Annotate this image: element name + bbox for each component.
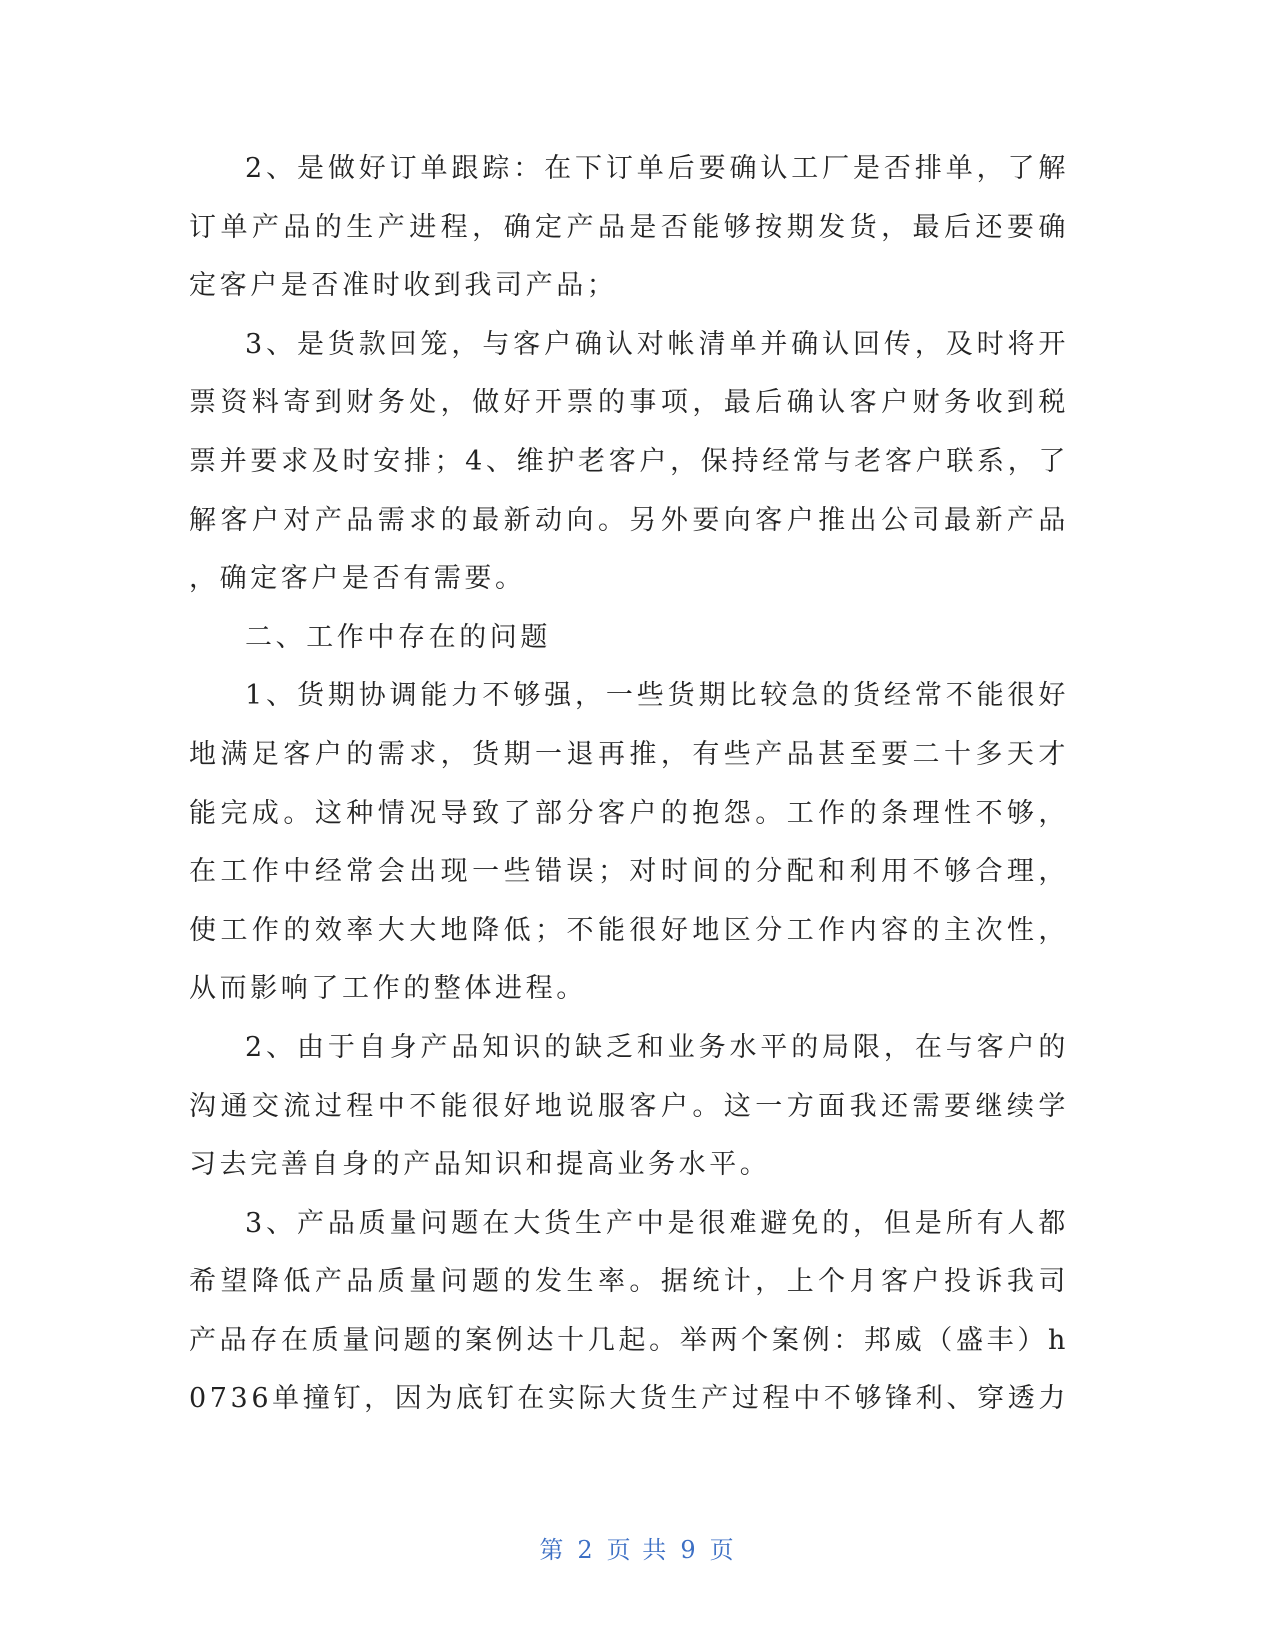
- text-line: 定客户是否准时收到我司产品；: [189, 270, 618, 302]
- section-heading: 二、工作中存在的问题: [245, 621, 551, 653]
- page-current-number: 2: [577, 1536, 595, 1564]
- page-label-prefix: 第: [539, 1536, 566, 1564]
- text-line: 产品存在质量问题的案例达十几起。举两个案例：邦威（盛丰）h: [189, 1324, 1069, 1356]
- text-line: 习去完善自身的产品知识和提高业务水平。: [189, 1149, 771, 1181]
- text-line: 3、是货款回笼，与客户确认对帐清单并确认回传，及时将开: [245, 328, 1069, 360]
- text-line: 3、产品质量问题在大货生产中是很难避免的，但是所有人都: [245, 1207, 1069, 1239]
- text-line: 票资料寄到财务处，做好开票的事项，最后确认客户财务收到税: [189, 387, 1069, 419]
- page-label-suffix: 页: [709, 1536, 736, 1564]
- text-line: ，确定客户是否有需要。: [189, 563, 526, 595]
- text-line: 2、是做好订单跟踪：在下订单后要确认工厂是否排单，了解: [245, 153, 1069, 184]
- text-line: 0736单撞钉，因为底钉在实际大货生产过程中不够锋利、穿透力: [189, 1383, 1069, 1415]
- text-line: 从而影响了工作的整体进程。: [189, 973, 587, 1005]
- text-line: 1、货期协调能力不够强，一些货期比较急的货经常不能很好: [245, 680, 1069, 712]
- text-line: 解客户对产品需求的最新动向。另外要向客户推出公司最新产品: [189, 504, 1069, 536]
- text-line: 使工作的效率大大地降低；不能很好地区分工作内容的主次性，: [189, 914, 1069, 946]
- text-line: 沟通交流过程中不能很好地说服客户。这一方面我还需要继续学: [189, 1090, 1069, 1122]
- text-line: 希望降低产品质量问题的发生率。据统计，上个月客户投诉我司: [189, 1266, 1069, 1298]
- text-line: 在工作中经常会出现一些错误；对时间的分配和利用不够合理，: [189, 856, 1069, 888]
- text-line: 订单产品的生产进程，确定产品是否能够按期发货，最后还要确: [189, 211, 1069, 243]
- text-line: 能完成。这种情况导致了部分客户的抱怨。工作的条理性不够，: [189, 797, 1069, 829]
- page-total-number: 9: [680, 1536, 698, 1564]
- text-line: 2、由于自身产品知识的缺乏和业务水平的局限，在与客户的: [245, 1031, 1069, 1063]
- text-line: 票并要求及时安排；4、维护老客户，保持经常与老客户联系，了: [189, 445, 1069, 477]
- page-footer: [0, 1530, 1275, 1565]
- text-line: 地满足客户的需求，货期一退再推，有些产品甚至要二十多天才: [189, 738, 1069, 770]
- document-body: [189, 140, 1069, 1429]
- page-label-mid: 页 共: [606, 1536, 669, 1564]
